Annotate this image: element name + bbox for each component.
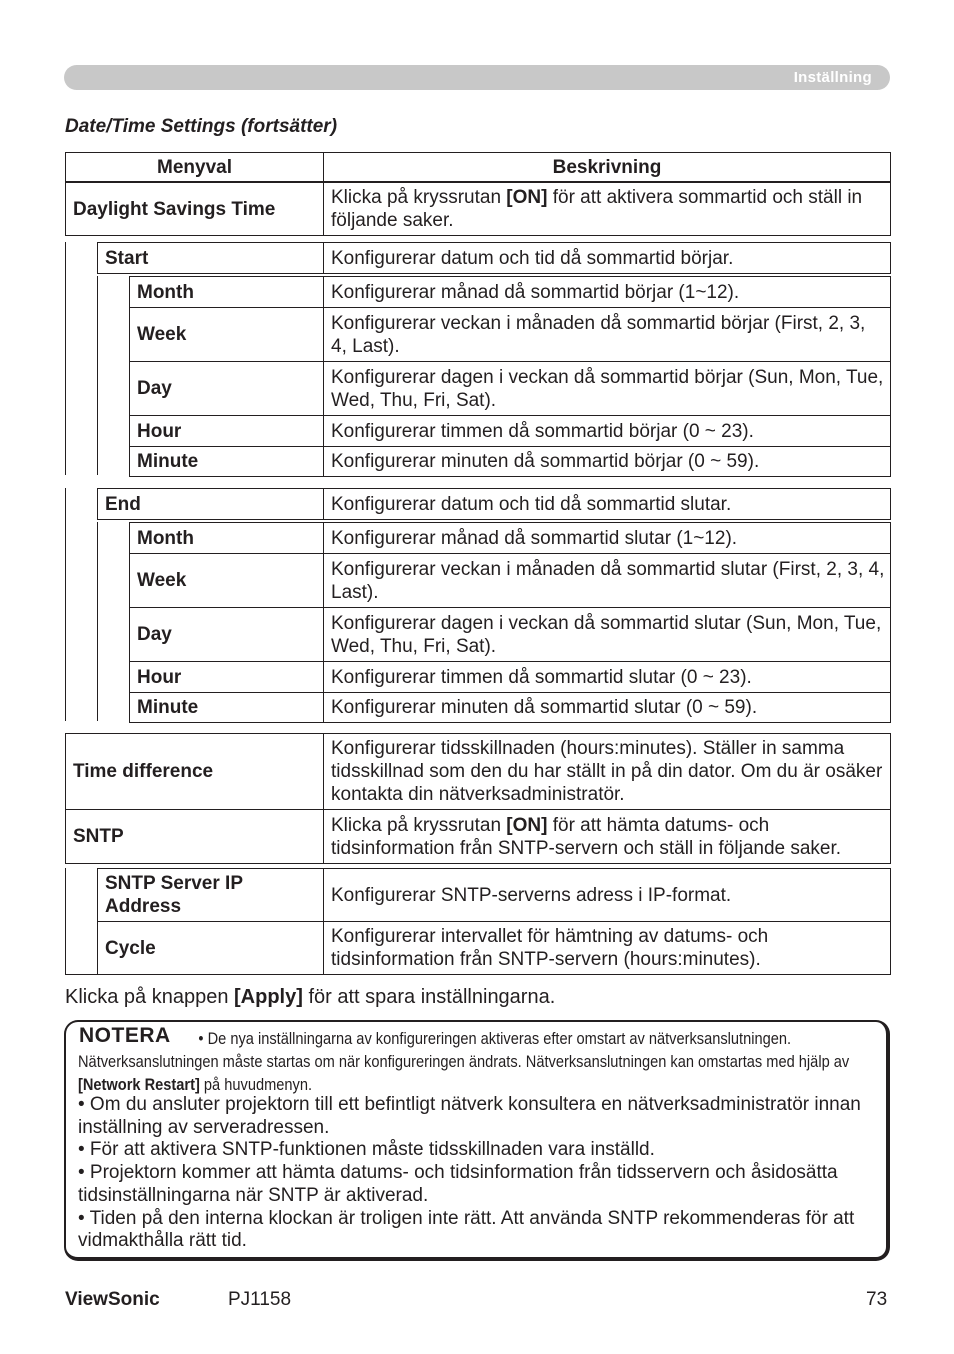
table-row-name: Time difference [65, 733, 324, 810]
table-row-description: Klicka på kryssrutan [ON] för att hämta datums- och tidsinformation från SNTP-servern och ställ in följande saker. [323, 809, 891, 864]
table-row-description: Konfigurerar minuten då sommartid börjar (0 ~ 59). [323, 446, 891, 477]
table-row-name: Day [129, 361, 324, 416]
note-body [78, 1094, 878, 1253]
table-row-description: Konfigurerar minuten då sommartid slutar (0 ~ 59). [323, 692, 891, 723]
table-row-description: Konfigurerar timmen då sommartid börjar (0 ~ 23). [323, 415, 891, 447]
footer-page-number: 73 [866, 1289, 888, 1310]
footer-brand: ViewSonic [65, 1289, 160, 1310]
column-header-menu: Menyval [65, 152, 324, 182]
table-row-description: Konfigurerar timmen då sommartid slutar (0 ~ 23). [323, 661, 891, 693]
section-header-bar [64, 65, 890, 90]
table-row-description: Konfigurerar tidsskillnaden (hours:minutes). Ställer in samma tidsskillnad som den du har ställt in på din dator. Om du är osäker kontakta din nätverksadministratör. [323, 733, 891, 810]
table-row-description: Konfigurerar månad då sommartid börjar (1~12). [323, 276, 891, 308]
indent-rule [65, 488, 66, 721]
column-header-description: Beskrivning [323, 152, 891, 182]
table-row-name: Week [129, 553, 324, 608]
indent-rule [65, 868, 66, 975]
note-first-item: • De nya inställningarna av konfigureringen aktiveras efter omstart av nätverksanslutningen. Nätverksanslutningen måste startas om när konfigureringen ändrats. Nätverksanslutningen kan omstartas med hjälp av [Network Restart] på huvudmenyn. [78, 1029, 850, 1094]
table-row-name: Month [129, 276, 324, 308]
table-row-name: Month [129, 522, 324, 554]
table-row-description: Konfigurerar dagen i veckan då sommartid börjar (Sun, Mon, Tue, Wed, Thu, Fri, Sat). [323, 361, 891, 416]
note-item: • Projektorn kommer att hämta datums- och tidsinformation från tidsservern och åsidosätta tidsinställningarna när SNTP är aktiverad. [78, 1162, 838, 1206]
apply-instruction: Klicka på knappen [Apply] för att spara inställningarna. [65, 986, 556, 1008]
table-bottom-rule [65, 974, 98, 975]
table-row-name: Daylight Savings Time [65, 182, 324, 236]
indent-rule [97, 276, 98, 475]
table-row-description: Konfigurerar SNTP-serverns adress i IP-format. [323, 868, 891, 922]
table-row-name: Cycle [97, 921, 324, 975]
table-row-description: Konfigurerar intervallet för hämtning av datums- och tidsinformation från SNTP-servern (hours:minutes). [323, 921, 891, 975]
note-item: • Tiden på den interna klockan är troligen inte rätt. Att använda SNTP rekommenderas för att vidmakthålla rätt tid. [78, 1207, 855, 1252]
section-header-label: Inställning [793, 69, 872, 86]
table-row-name: Minute [129, 692, 324, 723]
table-row-name: Hour [129, 661, 324, 693]
table-row-name: Day [129, 607, 324, 662]
table-row-description: Konfigurerar datum och tid då sommartid börjar. [323, 242, 891, 274]
table-row-name: Minute [129, 446, 324, 477]
table-row-name: End [97, 488, 324, 520]
table-row-name: SNTP [65, 809, 324, 864]
note-label: NOTERA [79, 1024, 171, 1047]
table-row-description: Klicka på kryssrutan [ON] för att aktivera sommartid och ställ in följande saker. [323, 182, 891, 236]
table-row-name: Start [97, 242, 324, 274]
table-row-description: Konfigurerar dagen i veckan då sommartid slutar (Sun, Mon, Tue, Wed, Thu, Fri, Sat). [323, 607, 891, 662]
note-item: • Om du ansluter projektorn till ett befintligt nätverk konsultera en nätverksadministratör innan inställning av serveradressen. [78, 1094, 861, 1138]
table-row-name: Hour [129, 415, 324, 447]
footer-model: PJ1158 [228, 1289, 292, 1310]
indent-rule [65, 242, 66, 475]
table-row-description: Konfigurerar månad då sommartid slutar (1~12). [323, 522, 891, 554]
page-title: Date/Time Settings (fortsätter) [65, 116, 338, 137]
table-row-description: Konfigurerar veckan i månaden då sommartid börjar (First, 2, 3, 4, Last). [323, 307, 891, 362]
note-item: • För att aktivera SNTP-funktionen måste tidsskillnaden vara inställd. [78, 1139, 655, 1161]
table-row-name: Week [129, 307, 324, 362]
table-row-description: Konfigurerar datum och tid då sommartid slutar. [323, 488, 891, 520]
indent-rule [97, 522, 98, 721]
table-row-name: SNTP Server IP Address [97, 868, 324, 922]
table-row-description: Konfigurerar veckan i månaden då sommartid slutar (First, 2, 3, 4, Last). [323, 553, 891, 608]
